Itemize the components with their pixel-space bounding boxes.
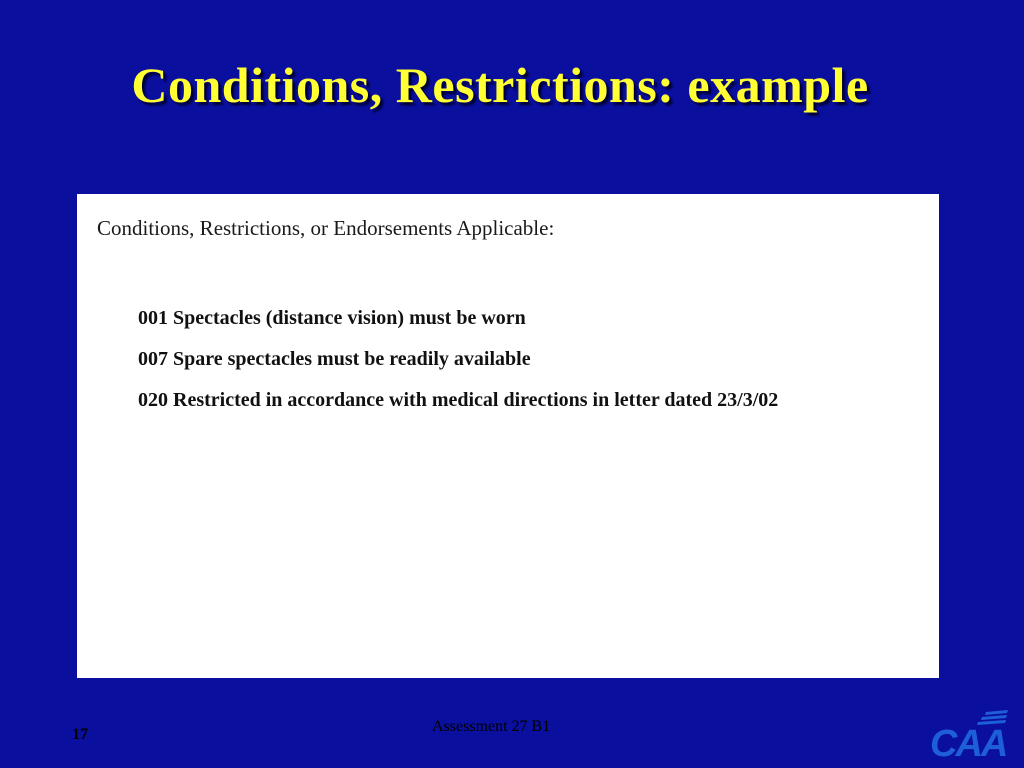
document-image	[77, 194, 939, 678]
endorsement-item-020: 020 Restricted in accordance with medical directions in letter dated 23/3/02	[138, 389, 779, 411]
slide-title: Conditions, Restrictions: example	[131, 57, 869, 113]
endorsement-list	[138, 304, 778, 427]
caa-logo	[928, 706, 1008, 762]
document-heading: Conditions, Restrictions, or Endorsements Applicable:	[97, 216, 555, 240]
slide-number: 17	[72, 726, 88, 743]
endorsement-item-001: 001 Spectacles (distance vision) must be worn	[138, 307, 526, 329]
svg-text:CAA: CAA	[930, 723, 1007, 762]
footer-text: Assessment 27 B1	[432, 718, 551, 735]
endorsement-item-007: 007 Spare spectacles must be readily available	[138, 348, 531, 370]
